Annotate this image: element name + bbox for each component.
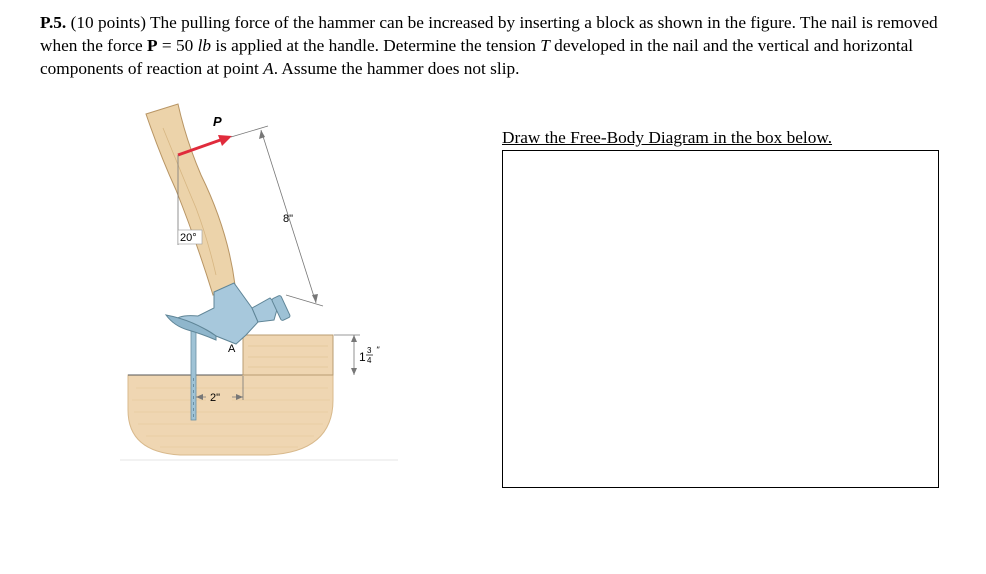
point-label: A bbox=[228, 343, 236, 355]
wood-block bbox=[243, 335, 333, 375]
hammer-diagram bbox=[118, 100, 408, 470]
hammer-head bbox=[173, 283, 258, 344]
problem-number: P.5. bbox=[40, 13, 67, 32]
problem-text-1: The pulling force of the hammer can be increased by inserting a block as shown in the figure. The nail is removed when the force bbox=[40, 13, 938, 55]
length-label: 8" bbox=[283, 213, 294, 225]
hammer-handle bbox=[146, 104, 235, 295]
force-unit: lb bbox=[197, 36, 212, 55]
force-symbol: P bbox=[147, 36, 158, 55]
height-label-den: 4 bbox=[367, 356, 372, 365]
fbd-caption: Draw the Free-Body Diagram in the box below. bbox=[502, 128, 833, 147]
height-label-unit: " bbox=[376, 345, 380, 355]
angle-label: 20° bbox=[180, 232, 197, 244]
problem-statement bbox=[40, 11, 950, 80]
problem-text-4: . Assume the hammer does not slip. bbox=[273, 59, 520, 78]
problem-text-2: is applied at the handle. Determine the tension bbox=[211, 36, 541, 55]
height-label-num: 3 bbox=[367, 346, 372, 355]
point-symbol: A bbox=[263, 59, 274, 78]
height-label-whole: 1 bbox=[359, 350, 366, 364]
force-label: P bbox=[213, 114, 222, 129]
force-equals: = 50 bbox=[157, 36, 198, 55]
problem-points: (10 points) bbox=[70, 13, 146, 32]
hammer-figure bbox=[118, 100, 408, 470]
problem-text-3: developed in the nail and the vertical and horizontal components of reaction at point bbox=[40, 36, 914, 78]
fbd-drawing-box[interactable] bbox=[502, 150, 939, 488]
offset-label: 2" bbox=[210, 392, 221, 404]
nail bbox=[191, 325, 196, 420]
tension-symbol: T bbox=[540, 36, 550, 55]
wood-ground bbox=[128, 375, 333, 455]
